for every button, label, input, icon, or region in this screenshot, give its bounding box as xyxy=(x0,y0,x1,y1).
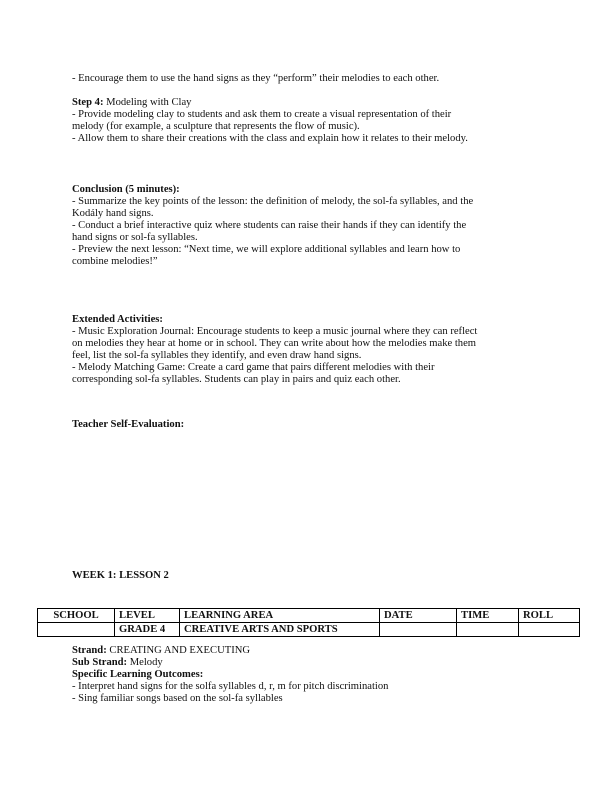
conclusion-section xyxy=(72,184,473,268)
header-roll: ROLL xyxy=(519,609,580,623)
step4-label: Step 4: xyxy=(72,97,104,108)
strand-value: CREATING AND EXECUTING xyxy=(106,645,251,656)
text-line: - Interpret hand signs for the solfa syllables d, r, m for pitch discrimination xyxy=(72,681,389,692)
text-line: combine melodies!” xyxy=(72,256,158,267)
text-line: - Conduct a brief interactive quiz where students can raise their hands if they can identify the xyxy=(72,220,467,231)
text-line: Kodály hand signs. xyxy=(72,208,154,219)
sub-strand-label: Sub Strand: xyxy=(72,657,128,668)
text-line: - Melody Matching Game: Create a card game that pairs different melodies with their xyxy=(72,362,435,373)
text-line: - Allow them to share their creations with the class and explain how it relates to their melody. xyxy=(72,133,468,144)
text-line: - Provide modeling clay to students and ask them to create a visual representation of their xyxy=(72,109,452,120)
text-line: corresponding sol-fa syllables. Students can play in pairs and quiz each other. xyxy=(72,374,401,385)
cell-time xyxy=(457,623,519,637)
strand-label: Strand: xyxy=(72,645,107,656)
cell-level: GRADE 4 xyxy=(115,623,180,637)
week-title: WEEK 1: LESSON 2 xyxy=(72,570,169,581)
header-time: TIME xyxy=(457,609,519,623)
header-learning-area: LEARNING AREA xyxy=(180,609,380,623)
table-header-row xyxy=(38,609,580,623)
text-line: - Music Exploration Journal: Encourage students to keep a music journal where they can reflect xyxy=(72,326,478,337)
text-line: - Encourage them to use the hand signs as they “perform” their melodies to each other. xyxy=(72,73,440,84)
text-line: - Sing familiar songs based on the sol-fa syllables xyxy=(72,693,283,704)
extended-section xyxy=(72,314,477,386)
header-date: DATE xyxy=(380,609,457,623)
outcomes-heading: Specific Learning Outcomes: xyxy=(72,669,204,680)
cell-date xyxy=(380,623,457,637)
cell-school xyxy=(38,623,115,637)
text-line: melody (for example, a sculpture that represents the flow of music). xyxy=(72,121,360,132)
text-line: - Preview the next lesson: “Next time, we will explore additional syllables and learn how to xyxy=(72,244,461,255)
step3-tail xyxy=(72,73,439,85)
table-row xyxy=(38,623,580,637)
conclusion-heading: Conclusion (5 minutes): xyxy=(72,184,180,195)
self-evaluation-heading: Teacher Self-Evaluation: xyxy=(72,419,185,430)
extended-heading: Extended Activities: xyxy=(72,314,163,325)
cell-learning-area: CREATIVE ARTS AND SPORTS xyxy=(180,623,380,637)
lesson-details xyxy=(72,645,388,705)
text-line: - Summarize the key points of the lesson: the definition of melody, the sol-fa syllables, and the xyxy=(72,196,474,207)
step4-section xyxy=(72,97,468,145)
step4-title: Modeling with Clay xyxy=(103,97,192,108)
cell-roll xyxy=(519,623,580,637)
header-level: LEVEL xyxy=(115,609,180,623)
text-line: on melodies they hear at home or in school. They can write about how the melodies make them xyxy=(72,338,477,349)
lesson-info-table xyxy=(37,608,580,637)
text-line: hand signs or sol-fa syllables. xyxy=(72,232,198,243)
header-school: SCHOOL xyxy=(38,609,115,623)
week-heading xyxy=(72,570,169,582)
text-line: feel, list the sol-fa syllables they identify, and even draw hand signs. xyxy=(72,350,362,361)
sub-strand-value: Melody xyxy=(127,657,163,668)
self-evaluation xyxy=(72,419,184,431)
